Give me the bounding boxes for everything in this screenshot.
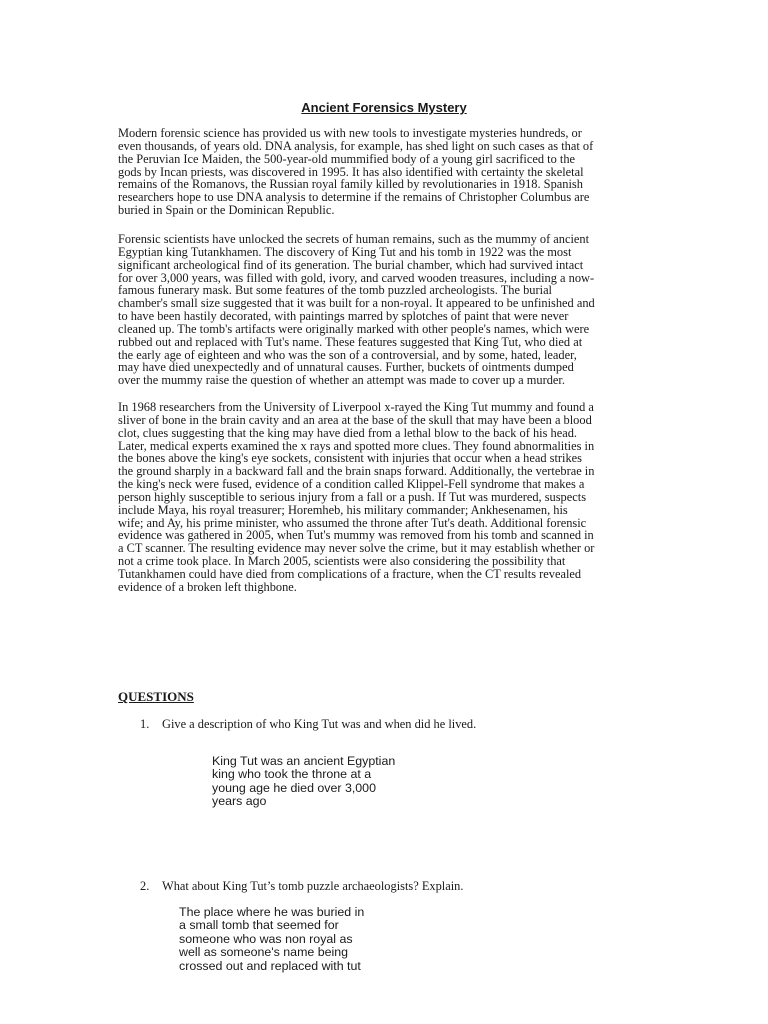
paragraph-line: evidence of a broken left thighbone. bbox=[118, 579, 297, 594]
paragraph-line: person highly susceptible to serious injury from a fall or a push. If Tut was murdered, suspects bbox=[118, 489, 587, 504]
answer-line: someone who was non royal as bbox=[179, 931, 353, 946]
paragraph-line: Tutankhamen could have died from complications of a fracture, when the CT results revealed bbox=[118, 566, 582, 581]
answer-line: years ago bbox=[212, 794, 267, 809]
questions-heading: QUESTIONS bbox=[118, 689, 194, 704]
paragraph-line: rubbed out and replaced with Tut's name. These features suggested that King Tut, who died at bbox=[118, 334, 583, 349]
answer-1 bbox=[212, 755, 395, 809]
paragraph-line: significant archeological find of its generation. The burial chamber, which had survived intact bbox=[118, 257, 584, 272]
paragraph-line: even thousands, of years old. DNA analysis, for example, has shed light on such cases as that of bbox=[118, 138, 594, 153]
paragraph-line: famous funerary mask. But some features of the tomb puzzled archeologists. The burial bbox=[118, 283, 553, 298]
paragraph-line: over the mummy raise the question of whether an attempt was made to cover up a murder. bbox=[118, 373, 565, 388]
paragraph-line: Egyptian king Tutankhamen. The discovery of King Tut and his tomb in 1922 was the most bbox=[118, 244, 572, 259]
answer-line: The place where he was buried in bbox=[179, 905, 365, 919]
paragraph-line: for over 3,000 years, was filled with gold, ivory, and carved wooden treasures, including a now- bbox=[118, 270, 595, 285]
paragraph-line: buried in Spain or the Dominican Republic. bbox=[118, 203, 335, 218]
document-title: Ancient Forensics Mystery bbox=[301, 100, 467, 115]
paragraph-line: cleaned up. The tomb's artifacts were originally marked with other people's names, which were bbox=[118, 321, 590, 336]
paragraph-line: gods by Incan priests, was discovered in 1995. It has also identified with certainty the skeletal bbox=[118, 164, 584, 179]
paragraph-1 bbox=[118, 127, 658, 217]
answer-line: king who took the throne at a bbox=[212, 767, 372, 782]
answer-line: young age he died over 3,000 bbox=[212, 780, 376, 795]
paragraph-line: In 1968 researchers from the University of Liverpool x-rayed the King Tut mummy and found a bbox=[118, 400, 594, 414]
question-number: 2. bbox=[140, 879, 150, 893]
paragraph-line: Modern forensic science has provided us with new tools to investigate mysteries hundreds, or bbox=[118, 126, 582, 140]
question-text: What about King Tut’s tomb puzzle archaeologists? Explain. bbox=[162, 879, 464, 893]
paragraph-line: sliver of bone in the brain cavity and an area at the base of the skull that may have been a blood bbox=[118, 412, 592, 427]
paragraph-line: remains of the Romanovs, the Russian royal family killed by revolutionaries in 1918. Spanish bbox=[118, 177, 583, 192]
paragraph-line: Forensic scientists have unlocked the secrets of human remains, such as the mummy of ancient bbox=[118, 232, 590, 246]
answer-line: a small tomb that seemed for bbox=[179, 918, 339, 933]
answer-2 bbox=[179, 906, 364, 973]
paragraph-line: the early age of eighteen and who was the son of a controversial, and by some, hated, leader, bbox=[118, 347, 577, 362]
question-number: 1. bbox=[140, 717, 150, 731]
paragraph-line: not a crime took place. In March 2005, scientists were also considering the possibility that bbox=[118, 554, 566, 569]
paragraph-line: the ground sharply in a backward fall and the brain snaps forward. Additionally, the vertebrae in bbox=[118, 464, 595, 479]
question-text: Give a description of who King Tut was and when did he lived. bbox=[162, 717, 477, 731]
paragraph-line: the king's neck were fused, evidence of a condition called Klippel-Fell syndrome that makes a bbox=[118, 477, 585, 492]
paragraph-line: chamber's small size suggested that it was built for a non-royal. It appeared to be unfinished and bbox=[118, 296, 595, 311]
answer-line: crossed out and replaced with tut bbox=[179, 958, 361, 973]
answer-line: well as someone's name being bbox=[179, 945, 349, 960]
paragraph-line: Later, medical experts examined the x rays and spotted more clues. They found abnormalities in bbox=[118, 438, 595, 453]
paragraph-line: to have been hastily decorated, with paintings marred by splotches of paint that were never bbox=[118, 309, 569, 324]
paragraph-line: clot, clues suggesting that the king may have died from a lethal blow to the back of his head. bbox=[118, 425, 578, 440]
question-1 bbox=[140, 717, 476, 732]
paragraph-line: a CT scanner. The resulting evidence may never solve the crime, but it may establish whether or bbox=[118, 541, 595, 556]
paragraph-line: the bones above the king's eye sockets, consistent with injuries that occur when a head strikes bbox=[118, 451, 583, 466]
question-2 bbox=[140, 879, 463, 894]
paragraph-3 bbox=[118, 401, 658, 594]
paragraph-line: include Maya, his royal treasurer; Horemheb, his military commander; Ankhesenamen, his bbox=[118, 502, 568, 517]
answer-line: King Tut was an ancient Egyptian bbox=[212, 754, 396, 768]
paragraph-line: researchers hope to use DNA analysis to determine if the remains of Christopher Columbus are bbox=[118, 190, 590, 205]
paragraph-2 bbox=[118, 233, 658, 387]
paragraph-line: evidence was gathered in 2005, when Tut's mummy was removed from his tomb and scanned in bbox=[118, 528, 594, 543]
paragraph-line: may have died unexpectedly and of unnatural causes. Further, buckets of ointments dumped bbox=[118, 360, 574, 375]
paragraph-line: wife; and Ay, his prime minister, who assumed the throne after Tut's death. Additional forensic bbox=[118, 515, 587, 530]
paragraph-line: the Peruvian Ice Maiden, the 500-year-old mummified body of a young girl sacrificed to the bbox=[118, 151, 576, 166]
